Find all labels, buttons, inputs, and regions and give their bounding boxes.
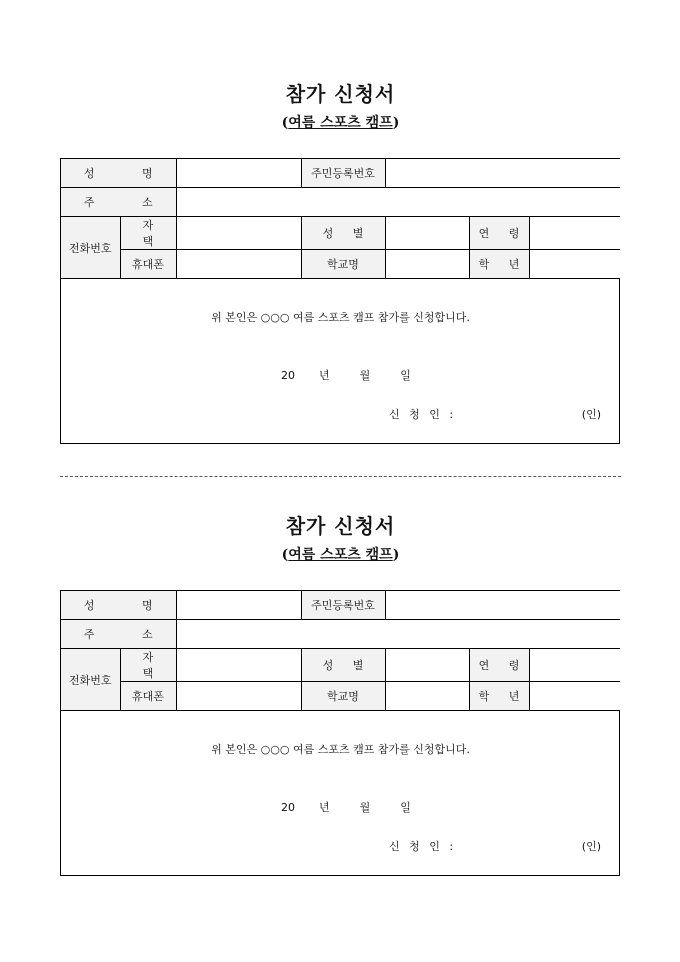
date-month-unit: 월 xyxy=(359,801,371,814)
mobile-phone-field[interactable] xyxy=(176,682,301,711)
date-line xyxy=(281,367,411,383)
gender-label: 성 별 xyxy=(301,649,385,682)
address-field[interactable] xyxy=(176,620,620,649)
date-year: 20 xyxy=(281,801,295,814)
form-title: 참가 신청서 xyxy=(285,514,396,538)
mobile-phone-label: 휴대폰 xyxy=(120,250,176,279)
grade-label: 학 년 xyxy=(469,682,529,711)
school-field[interactable] xyxy=(385,682,469,711)
date-year-unit: 년 xyxy=(319,801,330,814)
mobile-phone-field[interactable] xyxy=(176,250,301,279)
school-label: 학교명 xyxy=(301,250,385,279)
subtitle-text: 여름 스포츠 캠프 xyxy=(288,115,393,131)
home-phone-label: 자 택 xyxy=(120,649,176,682)
info-table xyxy=(61,159,620,279)
form-box xyxy=(60,590,620,876)
form-box xyxy=(60,158,620,444)
date-day-unit: 일 xyxy=(400,801,411,814)
applicant-label: 신 청 인 : xyxy=(389,840,457,853)
seal-mark: (인) xyxy=(581,840,601,853)
name-label: 성 명 xyxy=(61,159,176,188)
gender-label: 성 별 xyxy=(301,217,385,250)
home-phone-field[interactable] xyxy=(176,649,301,682)
subtitle-open-paren: ( xyxy=(281,115,289,131)
form-subtitle xyxy=(60,112,621,132)
address-label: 주 소 xyxy=(61,188,176,217)
grade-field[interactable] xyxy=(529,250,620,279)
declaration-statement: 위 본인은 ○○○ 여름 스포츠 캠프 참가를 신청합니다. xyxy=(211,743,470,756)
age-field[interactable] xyxy=(529,649,620,682)
resident-number-field[interactable] xyxy=(385,591,620,620)
age-label: 연 령 xyxy=(469,649,529,682)
applicant-label: 신 청 인 : xyxy=(389,408,457,421)
gender-field[interactable] xyxy=(385,649,469,682)
home-phone-label: 자 택 xyxy=(120,217,176,250)
date-year-unit: 년 xyxy=(319,369,330,382)
gender-field[interactable] xyxy=(385,217,469,250)
name-field[interactable] xyxy=(176,159,301,188)
declaration-area xyxy=(61,711,619,881)
resident-number-field[interactable] xyxy=(385,159,620,188)
subtitle-text: 여름 스포츠 캠프 xyxy=(288,547,393,563)
home-phone-field[interactable] xyxy=(176,217,301,250)
date-day-unit: 일 xyxy=(400,369,411,382)
name-label: 성 명 xyxy=(61,591,176,620)
resident-number-label: 주민등록번호 xyxy=(301,159,385,188)
declaration-area xyxy=(61,279,619,449)
resident-number-label: 주민등록번호 xyxy=(301,591,385,620)
phone-label: 전화번호 xyxy=(61,217,120,279)
subtitle-close-paren: ) xyxy=(392,547,400,563)
subtitle-open-paren: ( xyxy=(281,547,289,563)
form-subtitle xyxy=(60,544,621,564)
cut-line-divider xyxy=(60,476,621,477)
address-field[interactable] xyxy=(176,188,620,217)
date-month-unit: 월 xyxy=(359,369,371,382)
info-table xyxy=(61,591,620,711)
form-title: 참가 신청서 xyxy=(285,82,396,106)
declaration-statement: 위 본인은 ○○○ 여름 스포츠 캠프 참가를 신청합니다. xyxy=(211,311,470,324)
subtitle-close-paren: ) xyxy=(392,115,400,131)
phone-label: 전화번호 xyxy=(61,649,120,711)
seal-mark: (인) xyxy=(581,408,601,421)
age-field[interactable] xyxy=(529,217,620,250)
age-label: 연 령 xyxy=(469,217,529,250)
grade-field[interactable] xyxy=(529,682,620,711)
date-line xyxy=(281,799,411,815)
grade-label: 학 년 xyxy=(469,250,529,279)
mobile-phone-label: 휴대폰 xyxy=(120,682,176,711)
school-label: 학교명 xyxy=(301,682,385,711)
address-label: 주 소 xyxy=(61,620,176,649)
date-year: 20 xyxy=(281,369,295,382)
school-field[interactable] xyxy=(385,250,469,279)
name-field[interactable] xyxy=(176,591,301,620)
